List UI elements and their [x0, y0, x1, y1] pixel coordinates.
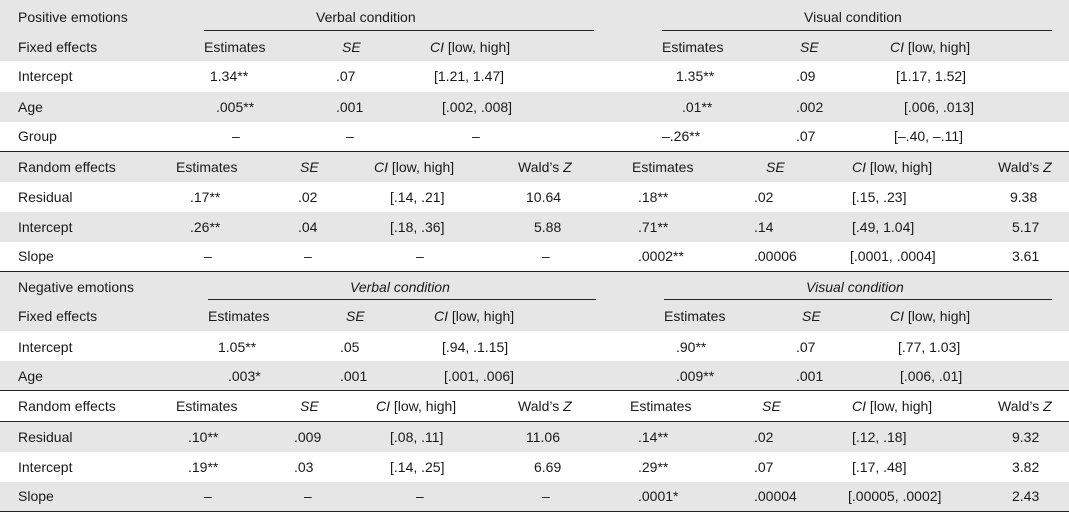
table-row — [0, 361, 1069, 390]
cell-visual-se: .07 — [796, 128, 816, 144]
table-row — [0, 452, 1069, 482]
neg-fixed-visual-se-header: SE — [802, 308, 821, 324]
pos-fixed-visual-se-header: SE — [800, 39, 819, 55]
row-label: Residual — [18, 429, 73, 445]
cell-verbal-ci: [.94, .1.15] — [442, 339, 509, 355]
neg-random-visual-se-header: SE — [762, 398, 781, 414]
cell-verbal-waldz: 5.88 — [534, 219, 562, 235]
table-row — [0, 331, 1069, 361]
table-row — [0, 422, 1069, 452]
cell-visual-ci: [.77, 1.03] — [898, 339, 961, 355]
table-row — [0, 122, 1069, 151]
cell-visual-ci: [.0001, .0004] — [850, 248, 936, 264]
cell-verbal-ci: [.002, .008] — [442, 99, 513, 115]
row-label: Slope — [18, 248, 54, 264]
cell-visual-waldz: 5.17 — [1012, 219, 1040, 235]
cell-visual-estimate: 1.35** — [676, 68, 715, 84]
cell-visual-ci: [–.40, –.11] — [894, 128, 964, 144]
pos-random-verbal-ci-header: CI [low, high] — [374, 159, 455, 175]
row-label: Intercept — [18, 459, 73, 475]
neg-verbal-condition-heading: Verbal condition — [350, 279, 450, 295]
cell-visual-ci: [.006, .01] — [900, 368, 963, 384]
cell-visual-ci: [.12, .18] — [852, 429, 907, 445]
cell-verbal-ci: [.14, .21] — [390, 189, 445, 205]
cell-verbal-se: – — [304, 488, 312, 504]
cell-visual-estimate: .90** — [676, 339, 707, 355]
cell-visual-ci: [.00005, .0002] — [848, 488, 942, 504]
cell-visual-waldz: 9.38 — [1010, 189, 1038, 205]
neg-random-visual-waldz-header: Wald’s Z — [998, 398, 1052, 414]
cell-visual-ci: [.17, .48] — [852, 459, 907, 475]
cell-verbal-se: .001 — [336, 99, 364, 115]
cell-visual-se: .00004 — [754, 488, 797, 504]
cell-visual-se: .02 — [754, 429, 774, 445]
row-label: Intercept — [18, 219, 73, 235]
pos-random-verbal-estimates-header: Estimates — [176, 159, 238, 175]
cell-verbal-ci: [.18, .36] — [390, 219, 445, 235]
cell-visual-ci: [.15, .23] — [852, 189, 907, 205]
cell-verbal-estimate: – — [232, 128, 240, 144]
pos-verbal-rule — [204, 30, 594, 31]
cell-visual-estimate: .009** — [676, 368, 715, 384]
cell-verbal-ci: – — [416, 248, 424, 264]
row-label: Intercept — [18, 68, 73, 84]
row-label: Age — [18, 99, 43, 115]
neg-random-visual-estimates-header: Estimates — [630, 398, 692, 414]
cell-verbal-se: .02 — [298, 189, 318, 205]
neg-random-header — [0, 391, 1069, 421]
pos-section-title: Positive emotions — [18, 9, 128, 25]
cell-verbal-estimate: 1.34** — [210, 68, 249, 84]
neg-section-title: Negative emotions — [18, 279, 134, 295]
table-row — [0, 61, 1069, 92]
neg-fixed-verbal-estimates-header: Estimates — [208, 308, 270, 324]
cell-verbal-ci: [.001, .006] — [444, 368, 515, 384]
table-row — [0, 212, 1069, 242]
row-label: Age — [18, 368, 43, 384]
cell-visual-se: .09 — [796, 68, 816, 84]
neg-header-band — [0, 272, 1069, 331]
cell-verbal-waldz: – — [542, 248, 550, 264]
row-label: Intercept — [18, 339, 73, 355]
cell-visual-waldz: 9.32 — [1012, 429, 1040, 445]
cell-verbal-estimate: .005** — [216, 99, 255, 115]
row-label: Slope — [18, 488, 54, 504]
pos-random-verbal-se-header: SE — [300, 159, 319, 175]
cell-verbal-estimate: .19** — [188, 459, 219, 475]
pos-random-header — [0, 152, 1069, 182]
cell-verbal-ci: [1.21, 1.47] — [434, 68, 505, 84]
cell-visual-se: .07 — [796, 339, 816, 355]
cell-verbal-ci: [.14, .25] — [390, 459, 445, 475]
neg-random-verbal-ci-header: CI [low, high] — [376, 398, 457, 414]
neg-fixed-visual-ci-header: CI [low, high] — [890, 308, 971, 324]
pos-header-band — [0, 0, 1069, 61]
cell-visual-estimate: .29** — [638, 459, 669, 475]
cell-visual-se: .00006 — [754, 248, 797, 264]
pos-fixed-verbal-se-header: SE — [342, 39, 361, 55]
cell-visual-waldz: 3.82 — [1012, 459, 1040, 475]
cell-verbal-se: .03 — [294, 459, 314, 475]
pos-random-visual-waldz-header: Wald’s Z — [998, 159, 1052, 175]
cell-visual-estimate: .01** — [682, 99, 713, 115]
pos-random-visual-estimates-header: Estimates — [632, 159, 694, 175]
neg-verbal-rule — [208, 299, 596, 300]
cell-verbal-estimate: – — [204, 248, 212, 264]
cell-visual-se: .02 — [754, 189, 774, 205]
table-row — [0, 482, 1069, 511]
pos-verbal-condition-heading: Verbal condition — [316, 9, 416, 25]
neg-random-verbal-estimates-header: Estimates — [176, 398, 238, 414]
neg-random-verbal-waldz-header: Wald’s Z — [518, 398, 572, 414]
cell-visual-estimate: .71** — [638, 219, 669, 235]
pos-fixed-verbal-ci-header: CI [low, high] — [430, 39, 511, 55]
cell-visual-estimate: .18** — [638, 189, 669, 205]
cell-verbal-estimate: .10** — [188, 429, 219, 445]
cell-verbal-se: .009 — [294, 429, 322, 445]
cell-verbal-se: .07 — [336, 68, 356, 84]
neg-fixed-verbal-ci-header: CI [low, high] — [434, 308, 515, 324]
pos-visual-condition-heading: Visual condition — [804, 9, 902, 25]
pos-random-visual-se-header: SE — [766, 159, 785, 175]
cell-verbal-se: – — [304, 248, 312, 264]
cell-visual-estimate: .14** — [638, 429, 669, 445]
cell-verbal-estimate: .26** — [190, 219, 221, 235]
cell-visual-estimate: .0001* — [638, 488, 679, 504]
table-row — [0, 242, 1069, 271]
cell-visual-estimate: .0002** — [638, 248, 684, 264]
cell-verbal-se: .05 — [340, 339, 360, 355]
table-row — [0, 92, 1069, 122]
cell-verbal-waldz: 6.69 — [534, 459, 562, 475]
neg-visual-rule — [664, 299, 1052, 300]
neg-fixed-verbal-se-header: SE — [346, 308, 365, 324]
cell-verbal-se: – — [346, 128, 354, 144]
row-label: Residual — [18, 189, 73, 205]
neg-fixed-visual-estimates-header: Estimates — [664, 308, 726, 324]
cell-visual-se: .001 — [796, 368, 824, 384]
pos-fixed-visual-estimates-header: Estimates — [662, 39, 724, 55]
cell-visual-waldz: 3.61 — [1012, 248, 1040, 264]
cell-visual-estimate: –.26** — [662, 128, 701, 144]
cell-visual-ci: [.49, 1.04] — [852, 219, 915, 235]
cell-verbal-estimate: 1.05** — [218, 339, 257, 355]
pos-fixed-visual-ci-header: CI [low, high] — [890, 39, 971, 55]
cell-visual-se: .07 — [754, 459, 774, 475]
cell-verbal-ci: – — [416, 488, 424, 504]
row-label: Group — [18, 128, 57, 144]
neg-random-visual-ci-header: CI [low, high] — [852, 398, 933, 414]
cell-visual-ci: [.006, .013] — [904, 99, 975, 115]
cell-verbal-waldz: 10.64 — [526, 189, 562, 205]
neg-random-verbal-se-header: SE — [300, 398, 319, 414]
neg-visual-condition-heading: Visual condition — [806, 279, 904, 295]
cell-visual-ci: [1.17, 1.52] — [896, 68, 967, 84]
cell-verbal-ci: [.08, .11] — [390, 429, 444, 445]
cell-verbal-estimate: .003* — [228, 368, 261, 384]
cell-verbal-estimate: .17** — [190, 189, 221, 205]
pos-fixed-verbal-estimates-header: Estimates — [204, 39, 266, 55]
cell-visual-se: .002 — [796, 99, 824, 115]
neg-random-effects-label: Random effects — [18, 398, 116, 414]
cell-visual-waldz: 2.43 — [1012, 488, 1040, 504]
cell-verbal-waldz: – — [542, 488, 550, 504]
cell-visual-se: .14 — [754, 219, 774, 235]
pos-random-visual-ci-header: CI [low, high] — [852, 159, 933, 175]
pos-random-effects-label: Random effects — [18, 159, 116, 175]
table-row — [0, 182, 1069, 212]
cell-verbal-ci: – — [472, 128, 480, 144]
pos-fixed-effects-label: Fixed effects — [18, 39, 98, 55]
cell-verbal-estimate: – — [204, 488, 212, 504]
cell-verbal-waldz: 11.06 — [526, 429, 560, 445]
cell-verbal-se: .04 — [298, 219, 318, 235]
pos-visual-rule — [662, 30, 1052, 31]
neg-fixed-effects-label: Fixed effects — [18, 308, 98, 324]
cell-verbal-se: .001 — [340, 368, 368, 384]
pos-random-verbal-waldz-header: Wald’s Z — [518, 159, 572, 175]
